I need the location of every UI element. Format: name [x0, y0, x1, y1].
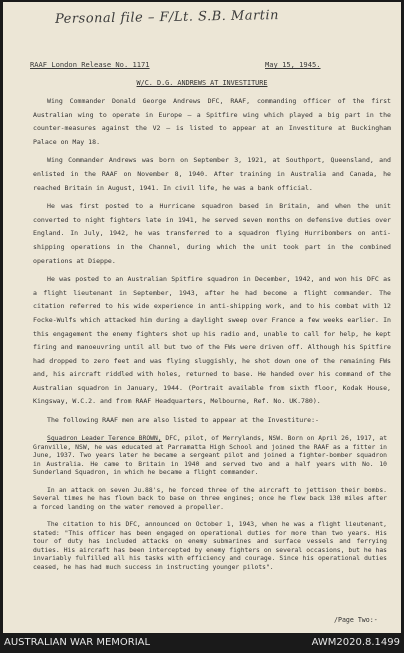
footer-bar [0, 633, 404, 653]
brown-section [33, 435, 387, 581]
brown-citation-paragraph: The citation to his DFC, announced on October 1, 1943, when he was a flight lieutenant, stated: "This officer has been engaged on operational duties for more than two years. His tour of duty has included attacks on enemy submarines and surface vessels and ferrying duties. His aircraft has been intercepted by enemy fighters on several occasions, but he has invariably fulfilled all his tasks with efficiency and courage. Since his operational duties ceased, he has had much success in instructing younger pilots". [33, 521, 387, 571]
paragraph: He was posted to an Australian Spitfire squadron in December, 1942, and won his DFC as a flight lieutenant in September, 1943, after he had become a flight commander. The citation referred to his wide experience in anti-shipping work, and to his combat with 12 Focke-Wulfs which attacked him during a daylight sweep over France a few weeks earlier. In this engagement the enemy fighters shot up his radio and, unable to call for help, he kept firing and manoeuvring until all but two of the FWs were driven off. Although his Spitfire had dropped to zero feet and was flying sluggishly, he shot down one of the remaining FWs and, his aircraft riddled with holes, returned to base. He handed over his command of the Australian squadron in January, 1944. (Portrait available from sixth floor, Kodak House, Kingsway, W.C.2. and from RAAF Headquarters, Melbourne, Ref. No. UK.780). [33, 275, 391, 406]
paragraph: Wing Commander Andrews was born on September 3, 1921, at Southport, Queensland, and enlisted in the RAAF on November 8, 1940. After training in Australia and Canada, he reached Britain in August, 1941. In civil life, he was a bank official. [33, 156, 391, 192]
release-number: RAAF London Release No. 1171 [30, 60, 150, 69]
footer-accession-number: AWM2020.8.1499 [311, 637, 400, 648]
brown-paragraph [33, 435, 387, 478]
document-title: W/C. D.G. ANDREWS AT INVESTITURE [136, 79, 268, 87]
document-page [3, 2, 401, 633]
paragraph: Wing Commander Donald George Andrews DFC, RAAF, commanding officer of the first Australian wing to operate in Europe – a Spitfire wing which played a big part in the counter-measures against the V2 – is listed to appear at an Investiture at Buckingham Palace on May 18. [33, 97, 391, 146]
handwritten-note: Personal file – F/Lt. S.B. Martin [54, 8, 280, 27]
footer-institution: AUSTRALIAN WAR MEMORIAL [4, 637, 151, 648]
release-date: May 15, 1945. [265, 60, 321, 69]
page-turn-note: /Page Two:- [334, 616, 378, 624]
paragraph: He was first posted to a Hurricane squadron based in Britain, and when the unit converted to night fighters late in 1941, he served seven months on defensive duties over England. In July, 1942, he was transferred to a squadron flying Hurribombers on anti-shipping operations in the Channel, during which the unit took part in the combined operations at Dieppe. [33, 202, 391, 265]
body-text [33, 95, 391, 433]
paragraph: The following RAAF men are also listed to appear at the Investiture:- [47, 416, 319, 425]
brown-bio: DFC, pilot, of Merrylands, NSW. Born on April 26, 1917, at Granville, NSW, he was educated at Parramatta High School and joined the RAAF as a fitter in June, 1937. Two years later he became a sergeant pilot and joined a fighter-bomber squadron in Australia. He came to Britain in 1940 and served two and a half years with No. 10 Sunderland Squadron, in which he became a flight commander. [33, 435, 388, 476]
brown-attack-paragraph: In an attack on seven Ju.88's, he forced three of the aircraft to jettison their bombs. Several times he has flown back to base on three engines; once he flew back 130 miles after a forced landing on the water removed a propeller. [33, 486, 387, 511]
brown-name: Squadron Leader Terence BROWN, [47, 435, 162, 442]
